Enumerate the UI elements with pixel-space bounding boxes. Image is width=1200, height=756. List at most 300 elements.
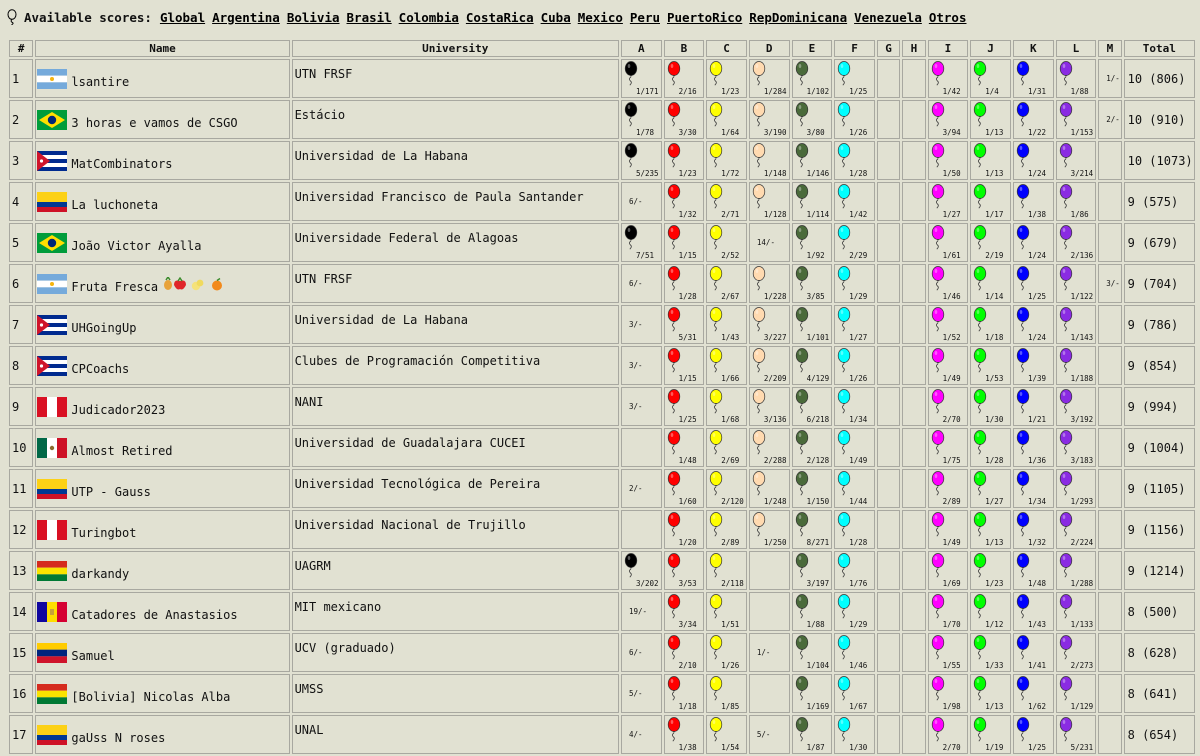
problem-cell-g [877,346,900,385]
problem-cell-f [834,223,875,262]
balloon-icon [931,143,945,168]
attempts-time: 1/32 [678,210,697,219]
attempts-time: 1/68 [721,415,740,424]
total-cell: 8 (654) [1124,715,1195,754]
problem-cell-d [749,264,790,303]
attempts-time: 1/30 [849,743,868,752]
problem-cell-k [1013,469,1054,508]
rank-cell: 14 [9,592,33,631]
score-link-puertorico[interactable]: PuertoRico [667,9,743,25]
column-problem-m: M [1098,40,1121,57]
column-problem-f: F [834,40,875,57]
problem-cell-e [792,592,833,631]
problem-cell-f [834,592,875,631]
attempts-time: 1/86 [1070,210,1089,219]
attempts-time: 7/51 [635,251,654,260]
problem-cell-g [877,469,900,508]
problem-cell-b [664,510,705,549]
balloon-icon [1059,594,1073,619]
problem-cell-f [834,469,875,508]
problem-cell-l [1056,100,1097,139]
problem-cell-c [706,141,747,180]
balloon-icon [973,717,987,742]
score-link-mexico[interactable]: Mexico [577,9,623,25]
problem-cell-c [706,59,747,98]
attempts-time: 1/46 [849,661,868,670]
balloon-icon [973,430,987,455]
problem-cell-j [970,633,1011,672]
team-name: CPCoachs [71,361,130,376]
attempts-time: 1/49 [849,456,868,465]
balloon-icon [931,717,945,742]
attempts-time: 1/32 [1027,538,1046,547]
team-name-cell [35,346,289,385]
attempts-time: 3/136 [763,415,787,424]
problem-cell-h [902,182,925,221]
problem-cell-k [1013,551,1054,590]
balloon-icon [752,348,766,373]
balloon-icon [1016,594,1030,619]
problem-cell-c [706,551,747,590]
failed-attempts: 5/- [756,729,771,739]
bolivia-flag-icon [37,684,67,704]
balloon-icon [667,471,681,496]
balloon-icon [624,143,638,168]
total-cell: 9 (786) [1124,305,1195,344]
problem-cell-b [664,715,705,754]
score-link-venezuela[interactable]: Venezuela [854,9,922,25]
rank-cell: 5 [9,223,33,262]
attempts-time: 1/28 [985,456,1004,465]
problem-cell-l [1056,264,1097,303]
attempts-time: 1/20 [678,538,697,547]
team-name: darkandy [71,566,130,581]
problem-cell-c [706,264,747,303]
balloon-icon [1059,676,1073,701]
scoreboard-row [9,551,1195,590]
balloon-icon [795,635,809,660]
column-problem-k: K [1013,40,1054,57]
problem-cell-h [902,674,925,713]
failed-attempts: 1/- [1106,73,1120,83]
attempts-time: 1/22 [1027,128,1046,137]
university-cell: UTN FRSF [292,59,619,98]
problem-cell-d [749,305,790,344]
balloon-icon [752,102,766,127]
attempts-time: 1/27 [985,497,1004,506]
problem-cell-a [621,100,662,139]
balloon-icon [667,225,681,250]
problem-cell-g [877,428,900,467]
attempts-time: 1/52 [942,333,961,342]
team-name-cell [35,592,289,631]
score-link-bolivia[interactable]: Bolivia [286,9,340,25]
attempts-time: 1/62 [1027,702,1046,711]
score-link-argentina[interactable]: Argentina [212,9,280,25]
problem-cell-e [792,715,833,754]
attempts-time: 1/293 [1070,497,1094,506]
problem-cell-c [706,715,747,754]
problem-cell-d [749,510,790,549]
balloon-icon [709,594,723,619]
problem-cell-j [970,346,1011,385]
attempts-time: 1/46 [942,292,961,301]
balloon-icon [667,307,681,332]
balloon-icon [795,102,809,127]
problem-cell-e [792,305,833,344]
failed-attempts: 3/- [1106,278,1120,288]
available-scores-label: Available scores: [24,9,152,25]
problem-cell-e [792,469,833,508]
problem-cell-b [664,428,705,467]
problem-cell-a [621,551,662,590]
balloon-icon [1016,553,1030,578]
balloon-icon [624,61,638,86]
university-cell: Universidad Tecnológica de Pereira [292,469,619,508]
problem-cell-g [877,715,900,754]
problem-cell-b [664,264,705,303]
attempts-time: 1/92 [806,251,825,260]
score-link-colombia[interactable]: Colombia [398,9,459,25]
scoreboard-row [9,715,1195,754]
balloon-icon [1059,184,1073,209]
problem-cell-l [1056,592,1097,631]
team-name-cell [35,59,289,98]
balloon-icon [1016,676,1030,701]
attempts-time: 1/122 [1070,292,1094,301]
scoreboard-row [9,141,1195,180]
failed-attempts: 2/- [1106,114,1120,124]
problem-cell-h [902,346,925,385]
score-link-costarica[interactable]: CostaRica [465,9,534,25]
score-link-peru[interactable]: Peru [629,9,660,25]
balloon-icon [837,266,851,291]
problem-cell-a [621,182,662,221]
team-name: João Victor Ayalla [71,238,202,253]
balloon-icon [973,307,987,332]
problem-cell-b [664,100,705,139]
problem-cell-c [706,592,747,631]
balloon-icon [624,225,638,250]
balloon-icon [709,553,723,578]
problem-cell-h [902,428,925,467]
attempts-time: 1/4 [985,87,999,96]
attempts-time: 1/18 [678,702,697,711]
balloon-icon [752,430,766,455]
problem-cell-k [1013,633,1054,672]
problem-cell-d [749,551,790,590]
problem-cell-j [970,469,1011,508]
problem-cell-d [749,59,790,98]
failed-attempts: 3/- [628,360,643,370]
score-links [160,10,974,25]
problem-cell-g [877,387,900,426]
problem-cell-m [1098,510,1121,549]
balloon-icon [973,61,987,86]
available-scores-bar [0,0,1200,34]
total-cell: 9 (1214) [1124,551,1195,590]
problem-cell-i [928,100,969,139]
total-cell: 9 (1004) [1124,428,1195,467]
problem-cell-d [749,182,790,221]
mexico-flag-icon [37,438,67,458]
balloon-icon [752,143,766,168]
attempts-time: 2/288 [763,456,787,465]
attempts-time: 1/87 [806,743,825,752]
column-problem-b: B [664,40,705,57]
argentina-flag-icon [37,69,67,89]
attempts-time: 2/10 [678,661,697,670]
balloon-icon [1059,307,1073,332]
attempts-time: 1/50 [942,169,961,178]
attempts-time: 1/48 [1027,579,1046,588]
problem-cell-j [970,674,1011,713]
university-cell: UCV (graduado) [292,633,619,672]
balloon-icon [931,266,945,291]
balloon-icon [667,430,681,455]
team-name: Samuel [71,648,115,663]
attempts-time: 1/72 [721,169,740,178]
balloon-icon [709,184,723,209]
balloon-icon [931,307,945,332]
university-cell: UMSS [292,674,619,713]
failed-attempts: 6/- [628,647,643,657]
problem-cell-f [834,510,875,549]
attempts-time: 2/69 [721,456,740,465]
problem-cell-j [970,305,1011,344]
attempts-time: 1/26 [721,661,740,670]
balloon-icon [1016,471,1030,496]
attempts-time: 1/88 [1070,87,1089,96]
attempts-time: 2/16 [678,87,697,96]
failed-attempts: 6/- [628,278,643,288]
balloon-icon [931,102,945,127]
university-cell: Universidad de Guadalajara CUCEI [292,428,619,467]
balloon-icon [973,102,987,127]
balloon-icon [1016,430,1030,455]
problem-cell-m [1098,223,1121,262]
problem-cell-a [621,223,662,262]
balloon-icon [931,553,945,578]
problem-cell-b [664,59,705,98]
attempts-time: 2/118 [721,579,744,588]
team-name-cell [35,633,289,672]
problem-cell-m [1098,469,1121,508]
failed-attempts: 4/- [628,729,643,739]
problem-cell-a [621,592,662,631]
attempts-time: 1/171 [635,87,659,96]
attempts-time: 1/64 [721,128,740,137]
problem-cell-k [1013,592,1054,631]
problem-cell-i [928,346,969,385]
problem-cell-g [877,592,900,631]
attempts-time: 1/25 [1027,743,1046,752]
university-cell: Universidade Federal de Alagoas [292,223,619,262]
column-problem-l: L [1056,40,1097,57]
attempts-time: 2/120 [721,497,744,506]
colombia-flag-icon [37,192,67,212]
balloon-icon [931,225,945,250]
total-cell: 9 (1105) [1124,469,1195,508]
attempts-time: 3/85 [806,292,825,301]
score-link-repdominicana[interactable]: RepDominicana [749,9,848,25]
problem-cell-i [928,141,969,180]
attempts-time: 1/25 [1027,292,1046,301]
attempts-time: 2/29 [849,251,868,260]
attempts-time: 5/231 [1070,743,1094,752]
attempts-time: 1/43 [721,333,740,342]
problem-cell-k [1013,141,1054,180]
attempts-time: 1/18 [985,333,1004,342]
problem-cell-h [902,59,925,98]
balloon-icon [795,266,809,291]
score-link-otros[interactable]: Otros [928,9,967,25]
problem-cell-h [902,100,925,139]
problem-cell-j [970,387,1011,426]
scoreboard-row [9,346,1195,385]
problem-cell-l [1056,182,1097,221]
attempts-time: 1/55 [942,661,961,670]
problem-cell-c [706,510,747,549]
balloon-icon [752,184,766,209]
problem-cell-g [877,141,900,180]
problem-cell-k [1013,59,1054,98]
balloon-icon [795,430,809,455]
total-cell: 9 (679) [1124,223,1195,262]
team-name-cell [35,182,289,221]
balloon-icon [1059,102,1073,127]
university-cell: Universidad de La Habana [292,141,619,180]
balloon-icon [1059,348,1073,373]
attempts-time: 1/25 [678,415,697,424]
problem-cell-e [792,223,833,262]
problem-cell-l [1056,59,1097,98]
attempts-time: 3/80 [806,128,825,137]
attempts-time: 1/54 [721,743,740,752]
attempts-time: 1/13 [985,702,1004,711]
attempts-time: 1/26 [849,128,868,137]
attempts-time: 2/224 [1070,538,1094,547]
attempts-time: 2/209 [763,374,787,383]
attempts-time: 2/89 [942,497,961,506]
problem-cell-b [664,469,705,508]
problem-cell-j [970,182,1011,221]
team-name: 3 horas e vamos de CSGO [71,115,238,130]
balloon-icon [795,717,809,742]
attempts-time: 3/197 [806,579,830,588]
attempts-time: 1/67 [849,702,868,711]
attempts-time: 6/218 [806,415,830,424]
university-cell: Estácio [292,100,619,139]
rank-cell: 6 [9,264,33,303]
balloon-icon [837,184,851,209]
balloon-icon [709,266,723,291]
scoreboard-row [9,182,1195,221]
problem-cell-m [1098,141,1121,180]
column-name: Name [35,40,289,57]
total-cell: 9 (994) [1124,387,1195,426]
team-name: Judicador2023 [71,402,166,417]
balloon-icon [709,389,723,414]
problem-cell-k [1013,305,1054,344]
team-name-cell [35,469,289,508]
attempts-time: 1/288 [1070,579,1094,588]
attempts-time: 1/146 [806,169,830,178]
balloon-icon [709,307,723,332]
attempts-time: 1/30 [985,415,1004,424]
attempts-time: 1/51 [721,620,740,629]
score-link-cuba[interactable]: Cuba [540,9,571,25]
university-cell: Universidad de La Habana [292,305,619,344]
balloon-icon [973,225,987,250]
attempts-time: 1/53 [985,374,1004,383]
attempts-time: 1/31 [1027,87,1046,96]
problem-cell-d [749,428,790,467]
balloon-icon [709,430,723,455]
problem-cell-c [706,674,747,713]
problem-cell-a [621,59,662,98]
scoreboard-row [9,305,1195,344]
column-problem-c: C [706,40,747,57]
balloon-icon [709,61,723,86]
problem-cell-l [1056,551,1097,590]
balloon-icon [973,676,987,701]
problem-cell-l [1056,346,1097,385]
attempts-time: 1/143 [1070,333,1094,342]
problem-cell-d [749,715,790,754]
team-name-cell [35,715,289,754]
cuba-flag-icon [37,315,67,335]
balloon-icon [709,102,723,127]
attempts-time: 1/250 [763,538,787,547]
attempts-time: 1/27 [942,210,961,219]
problem-cell-a [621,469,662,508]
problem-cell-j [970,715,1011,754]
balloon-icon [709,225,723,250]
attempts-time: 2/273 [1070,661,1094,670]
andorra-flag-icon [37,602,67,622]
attempts-time: 1/48 [678,456,697,465]
attempts-time: 5/31 [678,333,697,342]
problem-cell-c [706,346,747,385]
attempts-time: 3/53 [678,579,697,588]
balloon-icon [667,143,681,168]
attempts-time: 1/102 [806,87,830,96]
balloon-icon [795,389,809,414]
team-name: UHGoingUp [71,320,137,335]
column-rank: # [9,40,33,57]
balloon-icon [837,512,851,537]
problem-cell-b [664,674,705,713]
attempts-time: 2/70 [942,743,961,752]
rank-cell: 7 [9,305,33,344]
attempts-time: 1/25 [849,87,868,96]
score-link-brasil[interactable]: Brasil [346,9,392,25]
problem-cell-a [621,674,662,713]
score-link-global[interactable]: Global [159,9,206,25]
balloon-icon [931,430,945,455]
problem-cell-f [834,715,875,754]
balloon-icon [931,594,945,619]
attempts-time: 1/14 [985,292,1004,301]
attempts-time: 1/169 [806,702,830,711]
fruit-icons [158,276,226,290]
balloon-icon [837,635,851,660]
rank-cell: 2 [9,100,33,139]
attempts-time: 1/28 [849,538,868,547]
attempts-time: 2/136 [1070,251,1094,260]
team-name-cell [35,510,289,549]
